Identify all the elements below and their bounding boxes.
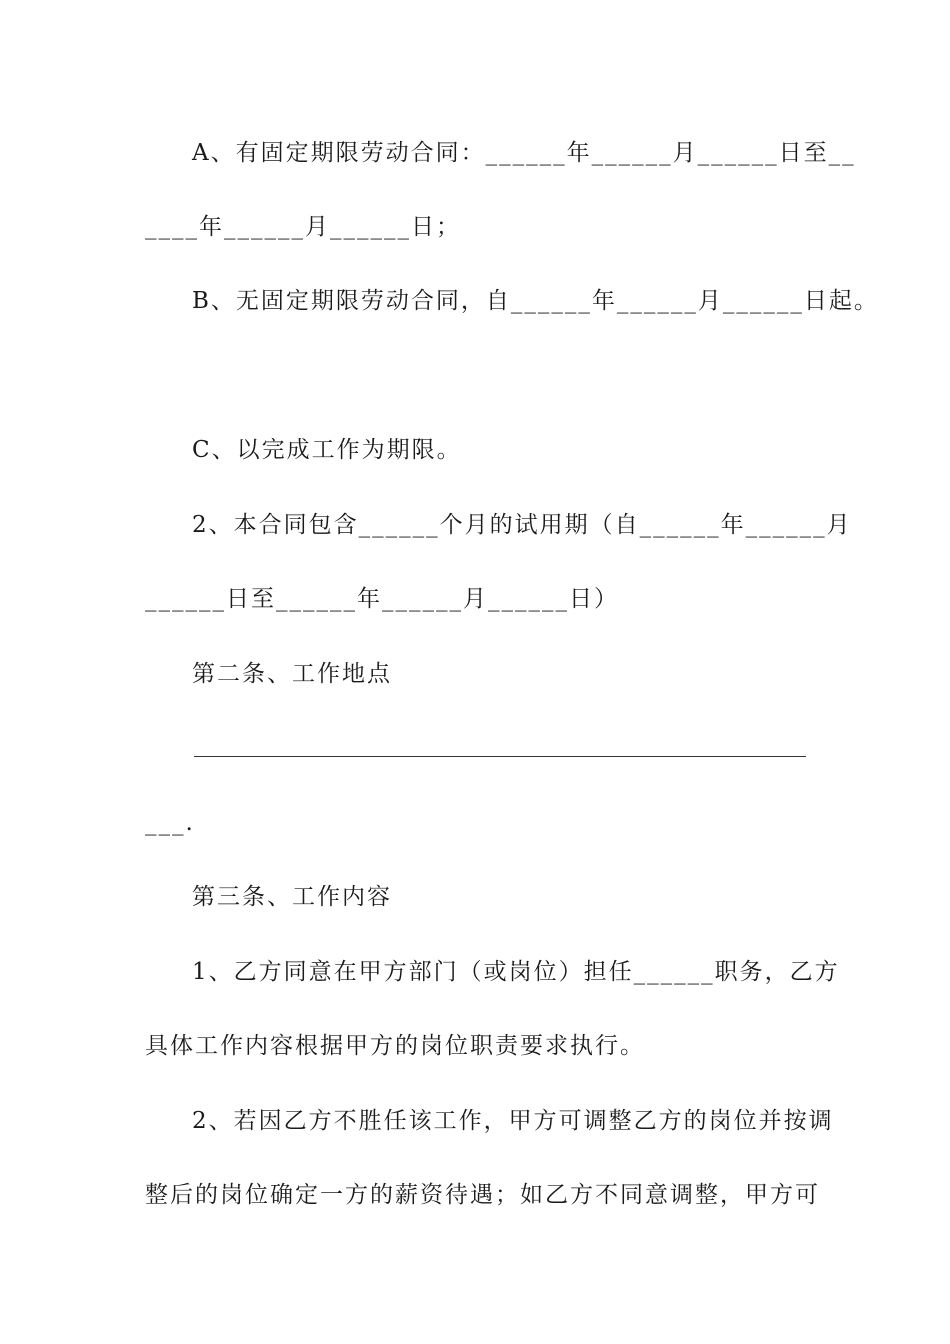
contract-term-task-based: C、以完成工作为期限。: [192, 437, 462, 463]
reassignment-clause-line-2: 整后的岗位确定一方的薪资待遇；如乙方不同意调整，甲方可: [145, 1182, 820, 1208]
contract-term-fixed-line-2: ____年______月______日；: [145, 214, 461, 240]
article-2-heading: 第二条、工作地点: [192, 661, 392, 687]
contract-term-fixed-line-1: A、有固定期限劳动合同：______年______月______日至__: [192, 140, 856, 166]
article-3-heading: 第三条、工作内容: [192, 884, 392, 910]
work-location-blank-end: ___.: [145, 810, 195, 836]
job-duty-clause-line-1: 1、乙方同意在甲方部门（或岗位）担任______职务，乙方: [192, 959, 840, 985]
work-location-blank: [194, 756, 806, 757]
reassignment-clause-line-1: 2、若因乙方不胜任该工作，甲方可调整乙方的岗位并按调: [192, 1108, 834, 1134]
contract-term-open-ended: B、无固定期限劳动合同，自______年______月______日起。: [192, 288, 879, 314]
probation-clause-line-1: 2、本合同包含______个月的试用期（自______年______月: [192, 512, 852, 538]
probation-clause-line-2: ______日至______年______月______日）: [145, 586, 619, 612]
job-duty-clause-line-2: 具体工作内容根据甲方的岗位职责要求执行。: [145, 1033, 645, 1059]
